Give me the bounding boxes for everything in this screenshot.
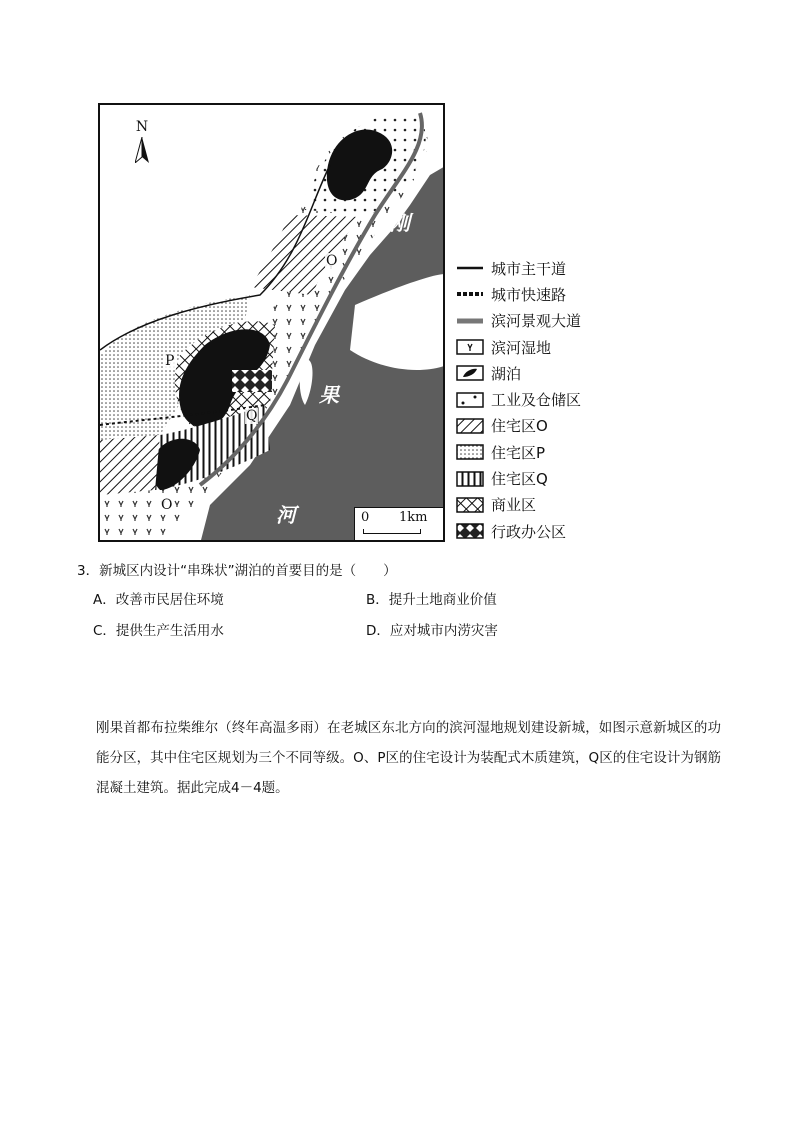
zone-label-q: Q [246, 408, 258, 424]
riverside-avenue-symbol [455, 313, 485, 329]
option-d[interactable]: D．应对城市内涝灾害 [366, 623, 498, 639]
legend-item-residential-p [455, 439, 625, 465]
legend-item-industrial [455, 386, 625, 412]
passage-text: 刚果首都布拉柴维尔（终年高温多雨）在老城区东北方向的滨河湿地规划建设新城，如图示意新城区的功能分区，其中住宅区规划为三个不同等级。O、P区的住宅设计为装配式木质建筑，Q区的住宅设计为钢筋混凝土建筑。据此完成4－4题。 [96, 720, 721, 796]
legend-label: 工业及仓储区 [491, 391, 582, 410]
industrial-symbol [455, 392, 485, 408]
map-legend [455, 255, 625, 544]
question-3 [77, 560, 397, 582]
new-city-functional-zone-map [98, 103, 445, 542]
option-a[interactable]: A．改善市民居住环境 [93, 592, 224, 608]
legend-label: 住宅区O [491, 417, 548, 436]
legend-item-main-road [455, 255, 625, 281]
zone-label-p: P [165, 353, 175, 369]
legend-label: 城市主干道 [491, 259, 567, 278]
residential-o-symbol [455, 418, 485, 434]
north-label: N [135, 119, 149, 135]
legend-label: 商业区 [491, 496, 537, 515]
north-arrow [130, 119, 154, 163]
legend-item-expressway [455, 281, 625, 307]
legend-item-lake [455, 360, 625, 386]
river-label-gang: 刚 [390, 211, 410, 235]
reading-passage [96, 713, 721, 803]
legend-label: 湖泊 [491, 364, 522, 383]
legend-label: 住宅区Q [491, 470, 548, 489]
river-label-he: 河 [276, 503, 296, 527]
north-arrow-icon [135, 137, 149, 163]
scale-bar [354, 507, 443, 540]
lake-symbol [455, 365, 485, 381]
zone-o-lower [100, 435, 160, 495]
scale-bar-line [363, 529, 421, 534]
legend-label: 行政办公区 [491, 522, 567, 541]
legend-label: 住宅区P [491, 443, 546, 462]
option-b[interactable]: B．提升土地商业价值 [366, 592, 497, 608]
zone-administrative [232, 370, 272, 392]
residential-q-symbol [455, 471, 485, 487]
legend-label: 城市快速路 [491, 285, 567, 304]
legend-item-commercial [455, 492, 625, 518]
legend-item-administrative [455, 518, 625, 544]
legend-label: 滨河景观大道 [491, 312, 582, 331]
main-road-symbol [455, 260, 485, 276]
legend-item-residential-o [455, 413, 625, 439]
wetland-symbol [455, 339, 485, 355]
scale-start: 0 [361, 510, 370, 525]
legend-item-residential-q [455, 465, 625, 491]
zone-label-o-upper: O [326, 253, 338, 269]
legend-item-wetland [455, 334, 625, 360]
legend-label: 滨河湿地 [491, 338, 552, 357]
scale-end: 1km [399, 510, 428, 525]
administrative-symbol [455, 523, 485, 539]
map-drawing [100, 105, 445, 542]
river-label-guo: 果 [319, 383, 339, 407]
commercial-symbol [455, 497, 485, 513]
option-c[interactable]: C．提供生产生活用水 [93, 623, 224, 639]
question-stem: 3．新城区内设计“串珠状”湖泊的首要目的是（ ） [77, 563, 397, 579]
residential-p-symbol [455, 444, 485, 460]
zone-label-o-lower: O [161, 497, 173, 513]
expressway-symbol [455, 286, 485, 302]
legend-item-riverside-avenue [455, 308, 625, 334]
